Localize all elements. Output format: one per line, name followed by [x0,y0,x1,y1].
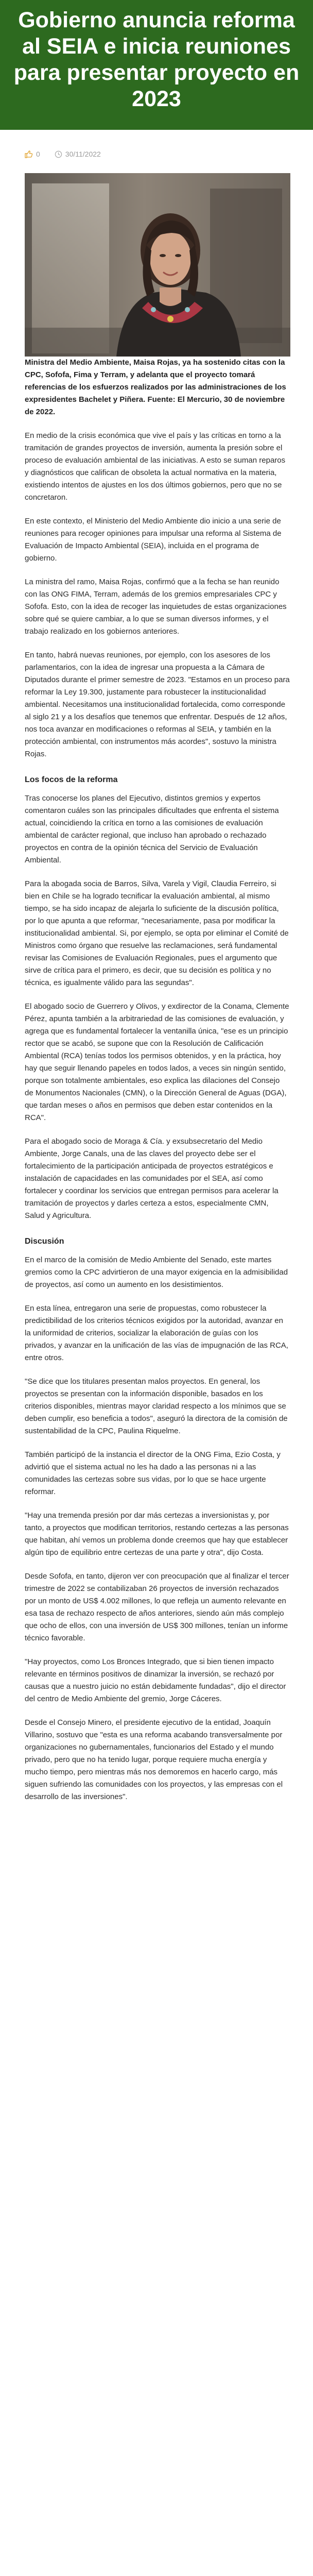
paragraph: En el marco de la comisión de Medio Ambiente del Senado, este martes gremios como la CPC advirtieron de una mayor exigencia en la admisibilidad de proyectos, así como un aumento en los desistimientos. [25,1256,288,1289]
paragraph: En tanto, habrá nuevas reuniones, por ejemplo, con los asesores de los parlamentarios, con la idea de ingresar una propuesta a la Cámara de Diputados durante el primer semestre de 2023. "Estamos en un proceso para reformar la Ley 19.300, justamente para robustecer la institucionalidad ambiental. Necesitamos una institucionalidad fortalecida, como corresponde al siglo 21 y a los desafíos que tenemos que enfrentar. Después de 12 años, nos toca avanzar en modificaciones o reformas al SEIA, y también en la protección ambiental, con instrumentos más acordes", sostuvo la ministra Rojas. [25,651,290,758]
paragraph: Tras conocerse los planes del Ejecutivo, distintos gremios y expertos comentaron cuáles son las principales dificultades que enfrenta el sistema actual, coincidiendo la crítica en torno a las comisiones de evaluación ambiental de carácter regional, que incluso han aprobado o rechazado proyectos en contra de la opinión técnica del Servicio de Evaluación Ambiental. [25,794,279,865]
page-title: Gobierno anuncia reforma al SEIA e inicia reuniones para presentar proyecto en 2023 [13,8,300,111]
article-photo [0,163,313,357]
clock-icon [55,150,62,158]
thumbs-up-icon [25,150,33,158]
paragraph: En medio de la crisis económica que vive el país y las críticas en torno a la tramitación de grandes proyectos de inversión, aumenta la presión sobre el proceso de evaluación ambiental de las iniciativas. A esto se suman reparos y diagnósticos que califican de obsoleta la actual normativa en la materia, existiendo intentos de ajustes en los dos últimos gobiernos, pero que no se concretaron. [25,431,286,502]
paragraph: "Hay una tremenda presión por dar más certezas a inversionistas y, por tanto, a proyectos que modifican territorios, restando certezas a las personas que habitan, ahí vemos un problema donde creemos que hay que establecer algún tipo de equilibrio entre certezas de una parte y otra", dijo Costa. [25,1511,289,1557]
paragraph: En esta línea, entregaron una serie de propuestas, como robustecer la predictibilidad de los criterios técnicos exigidos por la autoridad, avanzar en la uniformidad de criterios, socializar la elaboración de guías con los privados, y avanzar en la unificación de las vías de impugnación de las RCA, entre otros. [25,1304,288,1362]
paragraph: El abogado socio de Guerrero y Olivos, y exdirector de la Conama, Clemente Pérez, apunta también a la arbitrariedad de las comisiones de evaluación, y agrega que es fundamental fortalecer la ventanilla única, "ese es un principio rector que se acabó, se supone que con la Resolución de Calificación Ambiental (RCA) tenías todos los permisos obtenidos, y en la práctica, hoy hay que seguir llenando papeles en todos lados, a veces sin ningún sentido, porque son totalmente ambientales, eso explica las dilaciones del Consejo de Monumentos Nacionales (CMN), o la Dirección General de Aguas (DGA), que tardan meses o años en permisos que deben estar contenidos en la RCA". [25,1002,289,1122]
like-button[interactable] [25,150,40,158]
article-meta [0,130,313,163]
photo-caption: Ministra del Medio Ambiente, Maisa Rojas, ya ha sostenido citas con la CPC, Sofofa, Fima y Terram, y adelanta que el proyecto tomará referencias de los esfuerzos realizados por las administraciones de los expresidentes Bachelet y Piñera. Fuente: El Mercurio, 30 de noviembre de 2022. [25,358,286,416]
section-heading: Discusión [25,1237,64,1246]
paragraph: "Hay proyectos, como Los Bronces Integrado, que si bien tienen impacto relevante en términos positivos de dinamizar la inversión, se rechazó por causas que a nuestro juicio no están debidamente fundadas", dijo el director del centro de Medio Ambiente del gremio, Jorge Cáceres. [25,1657,286,1703]
paragraph: Para el abogado socio de Moraga & Cía. y exsubsecretario del Medio Ambiente, Jorge Canals, una de las claves del proyecto debe ser el fortalecimiento de la participación anticipada de proyectos estratégicos e instalación de capacidades en las comunidades por el SEA, así como fortalecer y coordinar los servicios que entregan permisos para acelerar la tramitación de proyectos y darles certeza a estos, especialmente CMN, Salud y Agricultura. [25,1137,279,1220]
paragraph: La ministra del ramo, Maisa Rojas, confirmó que a la fecha se han reunido con las ONG FIMA, Terram, además de los gremios empresariales CPC y Sofofa. Esto, con la idea de recoger las inquietudes de estas organizaciones sobre qué se quiere cambiar, a lo que se suman diversos informes, y el trabajo realizado en los gobiernos anteriores. [25,578,287,636]
paragraph: Desde el Consejo Minero, el presidente ejecutivo de la entidad, Joaquín Villarino, sostuvo que "esta es una reforma acabando transversalmente por organizaciones no gubernamentales, funcionarios del Estado y el mundo privado, pero que no ha tenido lugar, porque requiere mucha energía y mucho tiempo, pero mientras más nos demoremos en hacerlo cargo, más siguen sufriendo las comunidades con los proyectos, y las empresas con el desarrollo de las inversiones". [25,1718,283,1801]
publish-date: 30/11/2022 [65,150,101,158]
paragraph: "Se dice que los titulares presentan malos proyectos. En general, los proyectos se presentan con la información disponible, basados en los criterios disponibles, mientras mayor claridad respecto a los mínimos que se deben cumplir, eso beneficia a todos", aseguró la directora de la comisión de sustentabilidad de la CPC, Paulina Riquelme. [25,1377,288,1435]
section-heading: Los focos de la reforma [25,775,118,784]
minister-portrait-image [25,173,290,357]
article-body [0,357,313,1835]
like-count: 0 [36,150,40,158]
paragraph: Desde Sofofa, en tanto, dijeron ver con preocupación que al finalizar el tercer trimestre de 2022 se contabilizaban 26 proyectos de inversión rechazados por un monto de US$ 4.002 millones, lo que refleja un aumento relevante en esa tasa de rechazo respecto de años anteriores, siendo aún más complejo que ocho de ellos, con una inversión de US$ 300 millones, tenían un informe técnico favorable. [25,1572,289,1642]
article-header [0,0,313,130]
paragraph: En este contexto, el Ministerio del Medio Ambiente dio inicio a una serie de reuniones para recoger opiniones para impulsar una reforma al Sistema de Evaluación de Impacto Ambiental (SEIA), incluida en el programa de gobierno. [25,517,282,563]
paragraph: También participó de la instancia el director de la ONG Fima, Ezio Costa, y advirtió que el sistema actual no les ha dado a las personas ni a las comunidades las certezas sobre sus vidas, por lo que se hace urgente reformar. [25,1450,281,1496]
paragraph: Para la abogada socia de Barros, Silva, Varela y Vigil, Claudia Ferreiro, si bien en Chile se ha logrado tecnificar la evaluación ambiental, al mismo tiempo, se ha sido incapaz de alejarla lo suficiente de la discusión política, por lo que apunta a que reformar, "necesariamente, pasa por modificar la institucionalidad ambiental. Si, por ejemplo, se opta por eliminar el Comité de Ministros como órgano que resuelve las reclamaciones, será fundamental revisar las Comisiones de Evaluación Regionales, pues el argumento que sirve de crítica para el primero, es decir, que su decisión es política y no técnica, es igualmente válido para las segundas". [25,879,289,987]
